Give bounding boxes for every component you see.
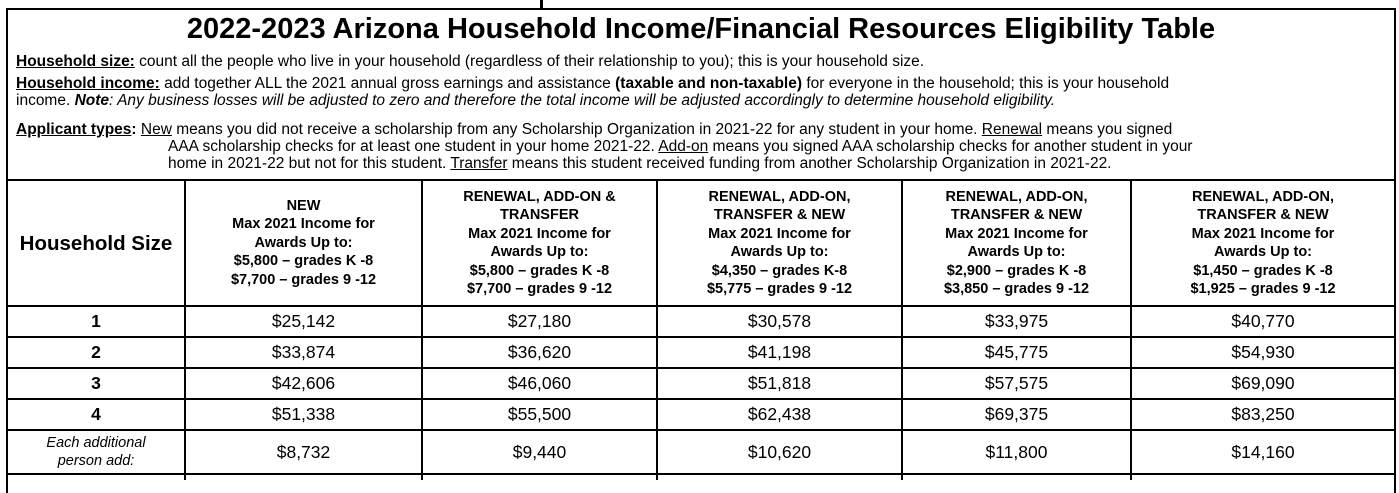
note-text: : Any business losses will be adjusted to zero and therefore the total income will be adjusted accordingly to determine household eligibility. (109, 92, 1056, 110)
household-size-text: count all the people who live in your household (regardless of their relationship to you); this is your household size. (134, 53, 925, 70)
table-header-row (8, 180, 1394, 306)
new-definition-text: means you did not receive a scholarship from any Scholarship Organization in 2021-22 for any student in your home. (171, 120, 982, 138)
applicant-types-line3 (16, 155, 1386, 172)
table-row (8, 368, 1394, 399)
household-size-cell: 1 (8, 306, 185, 337)
add-on-definition-text-b: home in 2021-22 but not for this student. (168, 155, 451, 173)
column-header-renewal-addon-transfer (422, 180, 657, 306)
income-value-cell: $40,770 (1131, 306, 1394, 337)
income-value-cell: $51,818 (657, 368, 902, 399)
award-912: $7,700 – grades 9 -12 (466, 281, 613, 298)
partial-cell (1131, 474, 1394, 480)
household-size-cell: 4 (8, 399, 185, 430)
household-income-bold-text: (taxable and non-taxable) (615, 75, 803, 93)
table-row-partial (8, 474, 1394, 480)
definitions-section (8, 53, 1394, 172)
eligibility-document (6, 8, 1396, 493)
column-header-all-types-2 (902, 180, 1131, 306)
award-k8: $4,350 – grades K-8 (711, 262, 848, 279)
income-value-cell: $55,500 (422, 399, 657, 430)
household-size-cell: 3 (8, 368, 185, 399)
table-row-additional-person (8, 430, 1394, 474)
applicant-types-label: Applicant types (16, 120, 132, 138)
transfer-term: Transfer (450, 155, 508, 173)
add-on-term: Add-on (658, 137, 709, 155)
column-subtitle: Max 2021 Income for Awards Up to: (945, 225, 1088, 261)
partial-cell (422, 474, 657, 480)
column-title: RENEWAL, ADD-ON, TRANSFER & NEW (1191, 188, 1335, 224)
income-value-cell: $42,606 (185, 368, 422, 399)
partial-cell (185, 474, 422, 480)
award-912: $3,850 – grades 9 -12 (943, 281, 1090, 298)
new-term: New (140, 120, 172, 138)
income-value-cell: $27,180 (422, 306, 657, 337)
renewal-definition-text-b: AAA scholarship checks for at least one student in your home 2021-22. (168, 137, 659, 155)
household-size-label: Household size: (16, 53, 135, 70)
income-value-cell: $57,575 (902, 368, 1131, 399)
income-value-cell: $8,732 (185, 430, 422, 474)
income-value-cell: $33,874 (185, 337, 422, 368)
column-title: RENEWAL, ADD-ON, TRANSFER & NEW (708, 188, 851, 224)
column-title: RENEWAL, ADD-ON, TRANSFER & NEW (945, 188, 1088, 224)
table-row (8, 337, 1394, 368)
income-value-cell: $69,375 (902, 399, 1131, 430)
income-value-cell: $51,338 (185, 399, 422, 430)
income-value-cell: $14,160 (1131, 430, 1394, 474)
applicant-types-definition (16, 121, 1386, 173)
income-value-cell: $41,198 (657, 337, 902, 368)
column-subtitle: Max 2021 Income for Awards Up to: (232, 216, 375, 251)
award-k8: $5,800 – grades K -8 (233, 253, 374, 270)
column-header-new (185, 180, 422, 306)
income-value-cell: $54,930 (1131, 337, 1394, 368)
income-value-cell: $46,060 (422, 368, 657, 399)
table-row (8, 399, 1394, 430)
income-value-cell: $30,578 (657, 306, 902, 337)
income-value-cell: $36,620 (422, 337, 657, 368)
additional-person-label-text: Each additional person add: (46, 435, 146, 470)
partial-cell (902, 474, 1131, 480)
award-912: $5,775 – grades 9 -12 (706, 281, 853, 298)
income-value-cell: $45,775 (902, 337, 1131, 368)
income-value-cell: $33,975 (902, 306, 1131, 337)
applicant-types-line2 (16, 138, 1386, 155)
partial-cell (657, 474, 902, 480)
household-size-definition (16, 53, 1386, 70)
income-value-cell: $10,620 (657, 430, 902, 474)
transfer-definition-text: means this student received funding from another Scholarship Organization in 2021-22. (507, 155, 1112, 173)
income-value-cell: $62,438 (657, 399, 902, 430)
add-on-definition-text-a: means you signed AAA scholarship checks for another student in your (708, 137, 1193, 155)
partial-cell (8, 474, 185, 480)
renewal-term: Renewal (981, 120, 1043, 138)
income-value-cell: $83,250 (1131, 399, 1394, 430)
applicant-types-colon: : (131, 120, 141, 138)
column-subtitle: Max 2021 Income for Awards Up to: (708, 225, 851, 261)
income-value-cell: $25,142 (185, 306, 422, 337)
column-subtitle: Max 2021 Income for Awards Up to: (468, 225, 611, 261)
column-header-all-types-3 (1131, 180, 1394, 306)
note-label: Note (74, 92, 110, 110)
household-income-text-a: add together ALL the 2021 annual gross earnings and assistance (159, 75, 616, 93)
income-value-cell: $69,090 (1131, 368, 1394, 399)
column-title: NEW (286, 197, 321, 214)
column-header-all-types-1 (657, 180, 902, 306)
award-k8: $5,800 – grades K -8 (469, 262, 610, 279)
renewal-definition-text-a: means you signed (1042, 120, 1173, 138)
eligibility-table (8, 179, 1394, 480)
household-income-line1 (16, 75, 1386, 92)
award-912: $1,925 – grades 9 -12 (1190, 281, 1336, 298)
award-k8: $2,900 – grades K -8 (946, 262, 1087, 279)
household-income-line2 (16, 92, 1386, 109)
household-size-cell: 2 (8, 337, 185, 368)
applicant-types-line1 (16, 121, 1386, 138)
household-income-text-c: income. (16, 92, 75, 110)
page-title: 2022-2023 Arizona Household Income/Financial Resources Eligibility Table (186, 13, 1216, 45)
household-size-header: Household Size (8, 180, 185, 306)
household-income-text-b: for everyone in the household; this is your household (802, 75, 1170, 93)
column-title: RENEWAL, ADD-ON & TRANSFER (463, 188, 616, 224)
award-912: $7,700 – grades 9 -12 (230, 271, 377, 288)
income-value-cell: $11,800 (902, 430, 1131, 474)
additional-person-label (8, 430, 185, 474)
household-income-label: Household income: (16, 75, 160, 93)
table-row (8, 306, 1394, 337)
award-k8: $1,450 – grades K -8 (1193, 262, 1333, 279)
household-income-definition (16, 75, 1386, 109)
column-subtitle: Max 2021 Income for Awards Up to: (1191, 225, 1335, 261)
income-value-cell: $9,440 (422, 430, 657, 474)
